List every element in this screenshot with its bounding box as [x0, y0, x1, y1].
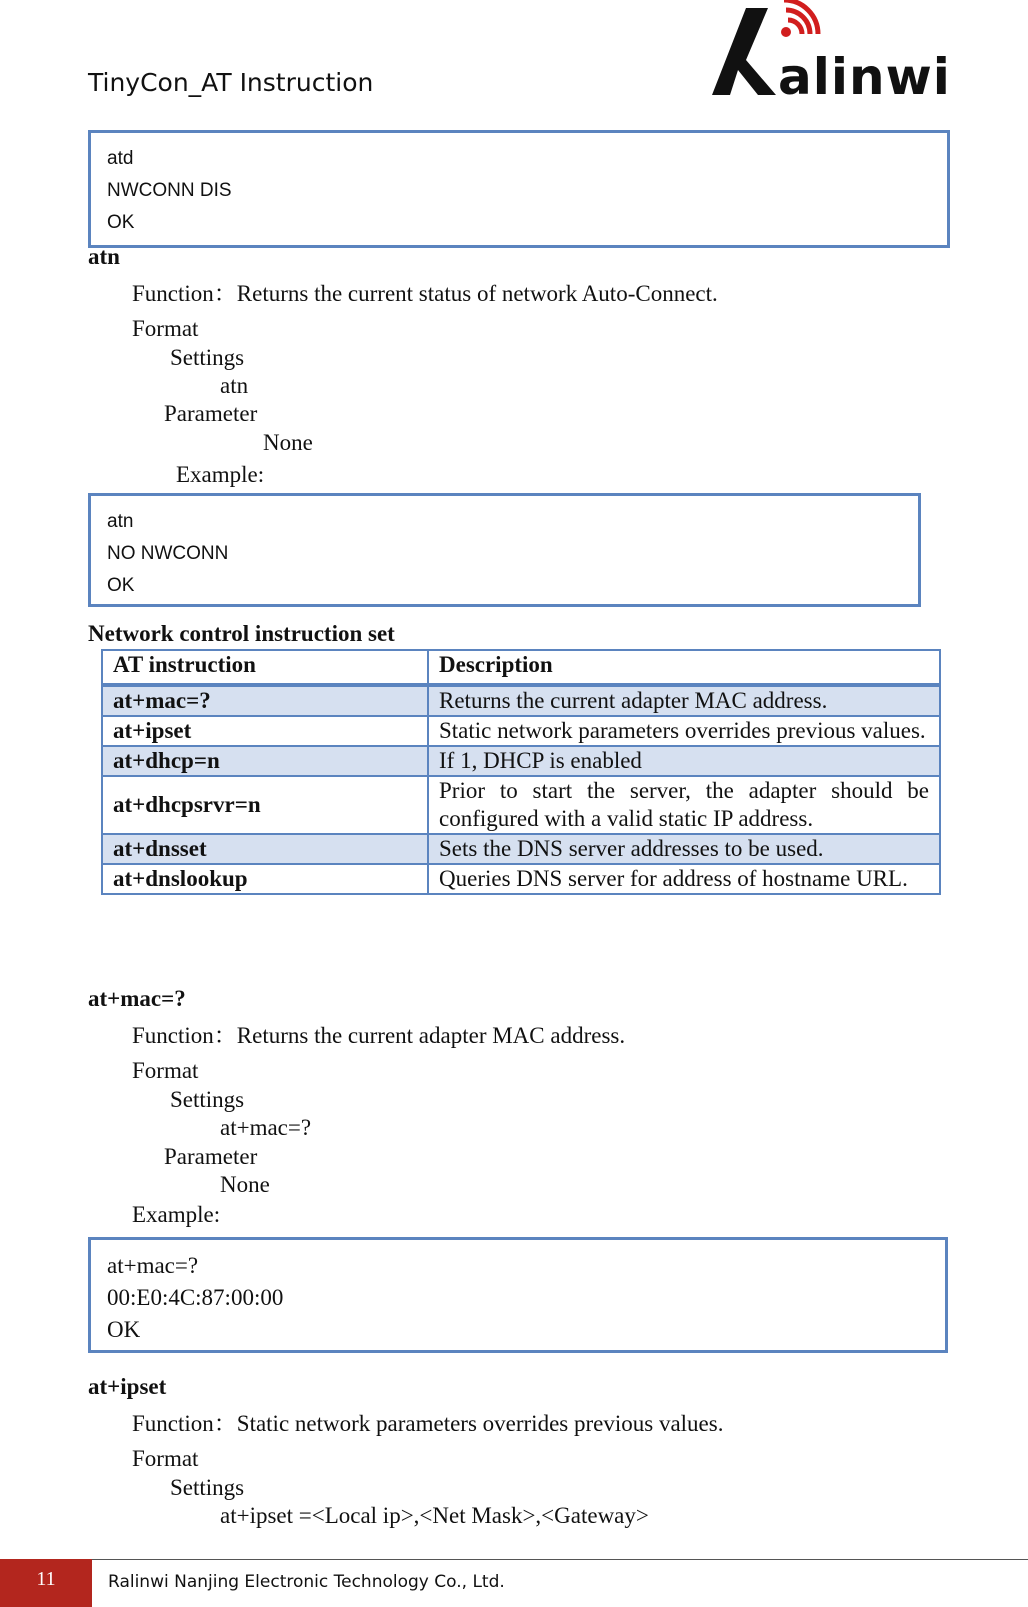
mac-command: at+mac=?: [220, 1115, 312, 1140]
desc-cell: Static network parameters overrides previous values.: [428, 716, 940, 746]
code-line: NWCONN DIS: [107, 180, 232, 201]
atn-settings-label: Settings: [170, 345, 245, 370]
mac-parameter-label: Parameter: [164, 1144, 258, 1169]
atn-parameter-label: Parameter: [164, 401, 258, 426]
ipset-function: Function：Static network parameters overrides previous values.: [132, 1411, 724, 1436]
cmd-cell: at+ipset: [102, 716, 428, 746]
cmd-cell: at+dnsset: [102, 834, 428, 864]
footer-divider: [0, 1559, 1028, 1560]
atn-function: Function：Returns the current status of network Auto-Connect.: [132, 281, 718, 306]
atn-command: atn: [220, 373, 249, 398]
desc-cell: Returns the current adapter MAC address.: [428, 685, 940, 716]
atn-heading: atn: [88, 244, 120, 269]
table-row: [102, 716, 940, 746]
ipset-format-label: Format: [132, 1446, 199, 1471]
company-logo: [706, 0, 951, 100]
network-set-heading: Network control instruction set: [88, 621, 395, 646]
mac-function: Function：Returns the current adapter MAC address.: [132, 1023, 626, 1048]
atn-example-box: [88, 493, 921, 607]
cmd-cell: at+dhcp=n: [102, 746, 428, 776]
footer-company: Ralinwi Nanjing Electronic Technology Co., Ltd.: [108, 1572, 505, 1592]
desc-cell: Queries DNS server for address of hostname URL.: [428, 864, 940, 894]
network-command-table: [101, 649, 941, 895]
table-row: [102, 834, 940, 864]
column-header-description: Description: [428, 650, 940, 685]
code-line: OK: [107, 575, 135, 596]
desc-cell: Prior to start the server, the adapter should be configured with a valid static IP address.: [428, 776, 940, 834]
table-row: [102, 685, 940, 716]
mac-format-label: Format: [132, 1058, 199, 1083]
cmd-cell: at+dhcpsrvr=n: [102, 776, 428, 834]
cmd-cell: at+dnslookup: [102, 864, 428, 894]
svg-text:alinwi: alinwi: [778, 48, 951, 100]
mac-settings-label: Settings: [170, 1087, 245, 1112]
table-row: [102, 864, 940, 894]
document-title: TinyCon_AT Instruction: [88, 68, 374, 97]
mac-heading: at+mac=?: [88, 986, 186, 1011]
mac-example-label: Example:: [132, 1202, 221, 1227]
atn-parameter-value: None: [263, 430, 313, 455]
atn-format-label: Format: [132, 316, 199, 341]
table-header-row: [102, 650, 940, 685]
code-line: NO NWCONN: [107, 543, 229, 564]
table-row: [102, 776, 940, 834]
ipset-settings-label: Settings: [170, 1475, 245, 1500]
atd-example-box: [88, 130, 950, 248]
cmd-cell: at+mac=?: [102, 685, 428, 716]
desc-cell: If 1, DHCP is enabled: [428, 746, 940, 776]
code-line: atd: [107, 148, 134, 169]
page-number: 11: [0, 1559, 92, 1607]
ipset-heading: at+ipset: [88, 1374, 167, 1399]
mac-parameter-value: None: [220, 1172, 270, 1197]
mac-example-box: [88, 1237, 948, 1353]
desc-cell: Sets the DNS server addresses to be used.: [428, 834, 940, 864]
code-line: OK: [107, 212, 135, 233]
ipset-command: at+ipset =<Local ip>,<Net Mask>,<Gateway>: [220, 1503, 649, 1528]
code-line: atn: [107, 511, 134, 532]
table-row: [102, 746, 940, 776]
code-line: at+mac=?: [107, 1253, 199, 1278]
atn-example-label: Example:: [176, 462, 265, 487]
column-header-instruction: AT instruction: [102, 650, 428, 685]
code-line: 00:E0:4C:87:00:00: [107, 1285, 284, 1310]
code-line: OK: [107, 1317, 141, 1342]
